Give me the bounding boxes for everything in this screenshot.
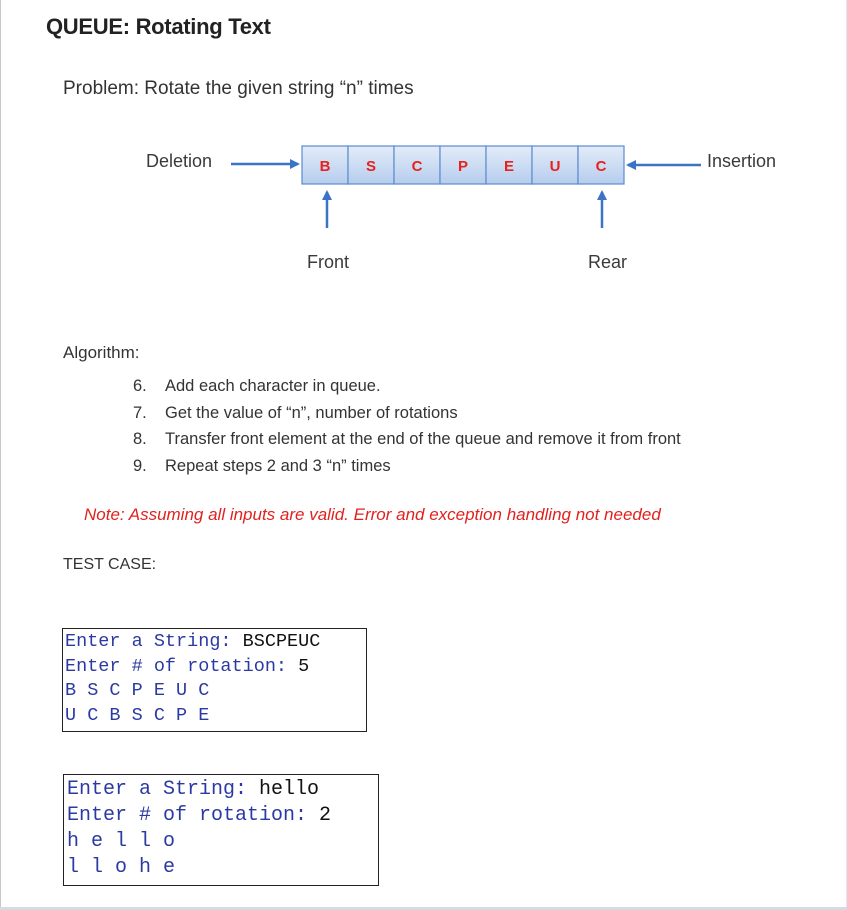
step-text: Transfer front element at the end of the queue and remove it from front — [165, 430, 681, 448]
console-prompt: Enter a String: — [65, 631, 243, 652]
queue-cell-letter: C — [595, 158, 607, 175]
queue-cell-letter: C — [411, 158, 423, 175]
queue-cell-letter: E — [503, 158, 515, 175]
algorithm-step — [133, 400, 681, 427]
console-prompt: Enter # of rotation: — [65, 655, 299, 677]
algorithm-steps — [133, 373, 681, 479]
queue-cell-letter: U — [549, 158, 561, 175]
console-output-line: h e l l o — [67, 830, 176, 853]
console-output-line: l l o h e — [67, 856, 176, 879]
console-input-value: BSCPEUC — [242, 631, 321, 652]
console-line — [67, 777, 378, 803]
step-text: Get the value of “n”, number of rotations — [165, 403, 458, 422]
queue-cell-letter: B — [319, 158, 331, 175]
algorithm-heading: Algorithm: — [63, 343, 140, 362]
problem-statement: Problem: Rotate the given string “n” times — [63, 78, 414, 99]
step-number: 9. — [133, 456, 147, 475]
algorithm-step — [133, 453, 681, 480]
step-number: 7. — [133, 403, 147, 422]
front-label: Front — [307, 252, 350, 272]
console-input-value: 2 — [319, 804, 332, 827]
step-text: Add each character in queue. — [165, 377, 381, 395]
console-input-value: 5 — [298, 655, 310, 677]
insertion-label: Insertion — [707, 151, 777, 171]
console-output-2 — [63, 774, 379, 886]
console-prompt: Enter a String: — [67, 778, 260, 801]
step-text: Repeat steps 2 and 3 “n” times — [165, 456, 391, 475]
console-output-line: U C B S C P E — [65, 704, 210, 726]
queue-cell-letter: P — [457, 158, 469, 175]
test-case-label: TEST CASE: — [63, 556, 157, 573]
queue-cells — [302, 146, 624, 184]
algorithm-step — [133, 426, 681, 453]
queue-diagram — [0, 0, 847, 300]
step-number: 6. — [133, 377, 147, 395]
console-line — [65, 630, 366, 655]
page-title: QUEUE: Rotating Text — [46, 14, 271, 39]
console-output-1 — [62, 628, 367, 732]
console-line — [67, 803, 378, 829]
console-output-line: B S C P E U C — [65, 680, 210, 701]
step-number: 8. — [133, 430, 147, 448]
console-line — [65, 655, 366, 680]
note-text: Note: Assuming all inputs are valid. Error and exception handling not needed — [84, 505, 661, 524]
deletion-label: Deletion — [146, 151, 213, 171]
console-prompt: Enter # of rotation: — [67, 804, 320, 827]
algorithm-step — [133, 373, 681, 400]
queue-cell-letter: S — [365, 158, 377, 175]
console-input-value: hello — [259, 778, 320, 801]
rear-label: Rear — [588, 252, 628, 272]
